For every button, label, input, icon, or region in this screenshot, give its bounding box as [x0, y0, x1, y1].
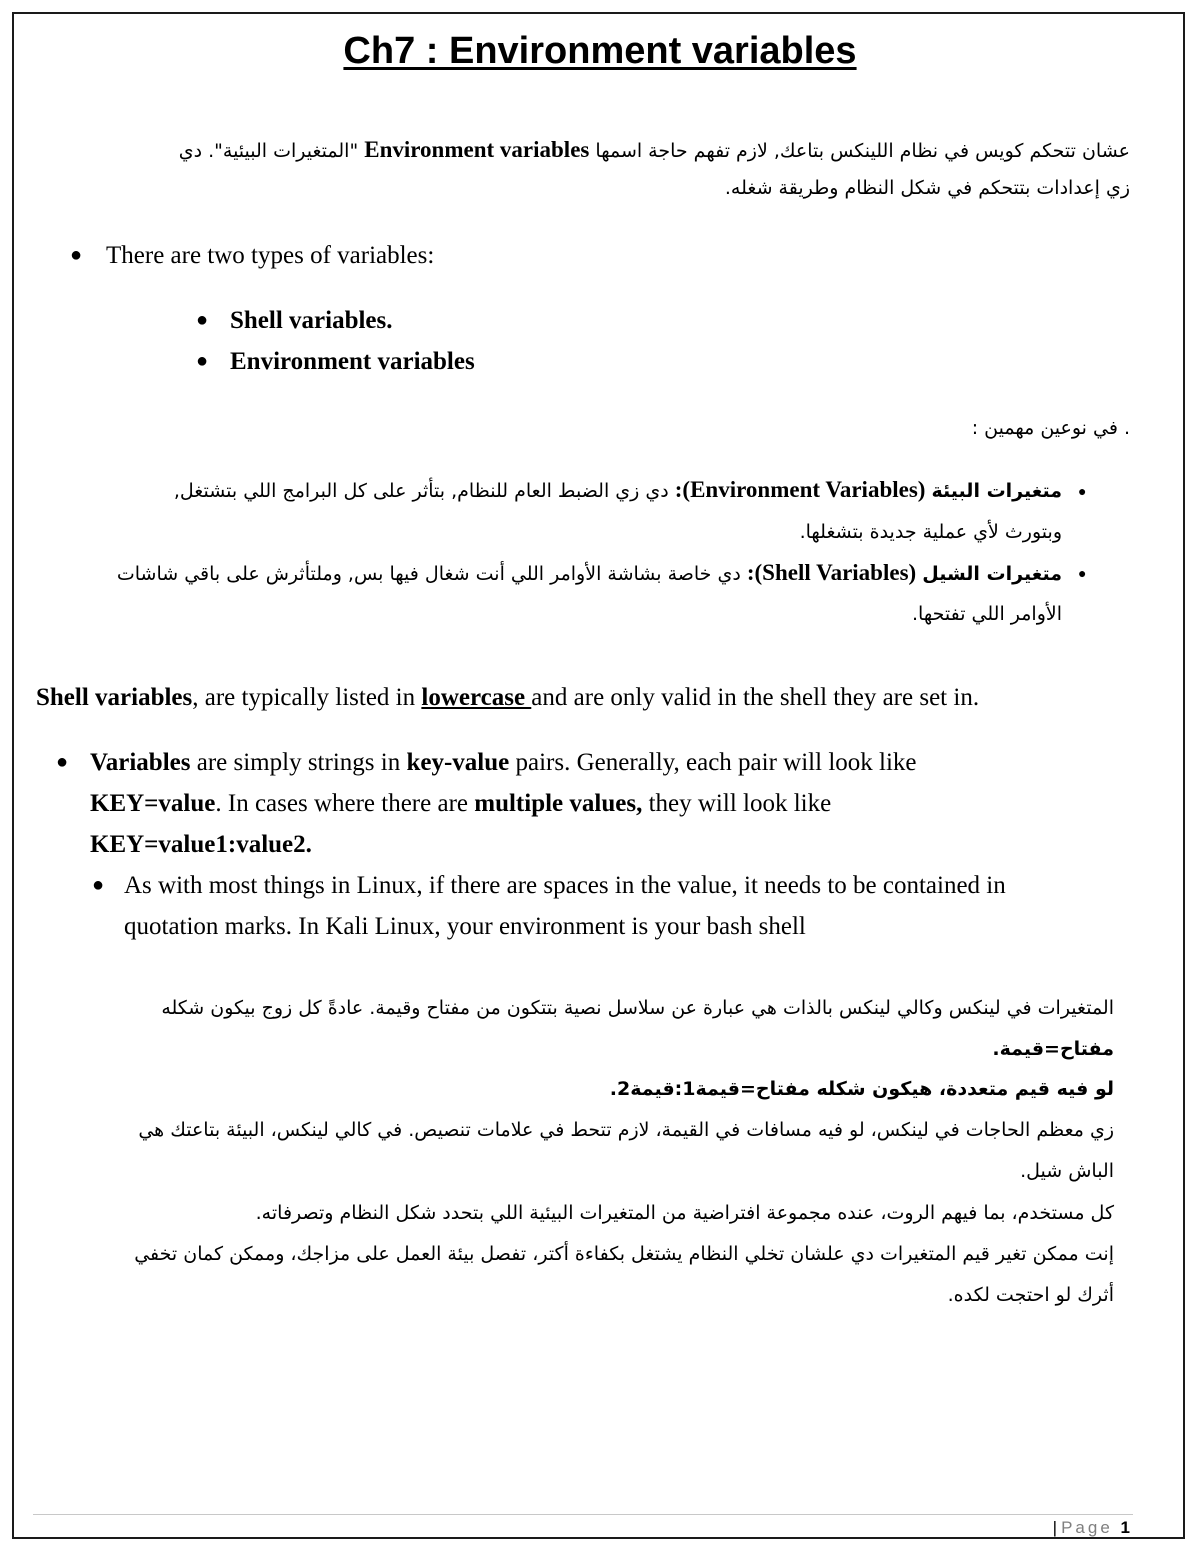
footer-separator: | — [1052, 1518, 1058, 1537]
ar-type-env-desc: دي زي الضبط العام للنظام, بتأثر على كل البرامج اللي بتشتغل, — [173, 480, 669, 502]
ar-type-env-desc-2: وبتورث لأي عملية جديدة بتشغلها. — [799, 521, 1062, 543]
bullet-dot: ● — [92, 874, 105, 896]
kv-text-3: . In cases where there are — [215, 790, 475, 817]
kv-line-1 — [90, 742, 1090, 783]
ar-type-env-label: متغيرات البيئة — [931, 480, 1062, 502]
intro-line-2: زي إعدادات بتتحكم في شكل النظام وطريقة شغله. — [724, 177, 1130, 199]
shell-variables-note — [36, 677, 979, 718]
kv-key-value: key-value — [406, 749, 510, 776]
shell-note-mid: , are typically listed in — [192, 684, 422, 711]
ar-type-shell — [32, 555, 1062, 592]
page-footer — [1053, 1518, 1130, 1538]
ar-type-shell-label: متغيرات الشيل — [922, 563, 1062, 585]
ar-type-shell-desc-2: الأوامر اللي تفتحها. — [912, 603, 1062, 625]
ar-summary-line-2: مفتاح=قيمة. — [992, 1038, 1114, 1060]
bullet-dot: ● — [196, 309, 209, 331]
shell-note-end: and are only valid in the shell they are set in. — [531, 684, 980, 711]
footer-page-label: Page — [1061, 1518, 1113, 1537]
bullet-dot: ● — [56, 751, 69, 773]
sub-note-line-2: quotation marks. In Kali Linux, your environment is your bash shell — [124, 913, 806, 940]
ar-summary-line-4: زي معظم الحاجات في لينكس، لو فيه مسافات في القيمة، لازم تتحط في علامات تنصيص. في كالي لينكس، البيئة بتاعتك هي — [138, 1119, 1114, 1141]
bullet-dot: ● — [1078, 485, 1087, 500]
kv-line-2 — [90, 783, 1090, 824]
ar-summary-line-5: الباش شيل. — [1020, 1160, 1114, 1182]
kv-line-3: KEY=value1:value2. — [90, 831, 312, 858]
type-item-environment: Environment variables — [230, 348, 475, 375]
types-heading: There are two types of variables: — [106, 242, 435, 269]
ar-type-env-label-en: (Environment Variables): — [674, 477, 926, 502]
shell-note-term: Shell variables — [36, 684, 193, 711]
footer-page-number: 1 — [1120, 1518, 1130, 1537]
kv-text-1: are simply strings in — [190, 749, 407, 776]
sub-note-line-1: As with most things in Linux, if there are spaces in the value, it needs to be contained in — [124, 872, 1006, 899]
ar-summary-line-1: المتغيرات في لينكس وكالي لينكس بالذات هي عبارة عن سلاسل نصية بتتكون من مفتاح وقيمة. عادةً كل زوج بيكون شكله — [161, 997, 1114, 1019]
ar-intro-types: . في نوعين مهمين : — [971, 417, 1130, 439]
ar-type-environment — [32, 472, 1062, 509]
intro-line-1 — [50, 132, 1130, 169]
bullet-dot: ● — [1078, 567, 1087, 582]
kv-variables: Variables — [90, 749, 191, 776]
ar-summary-line-3: لو فيه قيم متعددة، هيكون شكله مفتاح=قيمة1:قيمة2. — [609, 1078, 1114, 1100]
ar-type-shell-desc: دي خاصة بشاشة الأوامر اللي أنت شغال فيها بس, وملتأثرش على باقي شاشات — [116, 563, 741, 585]
ar-summary-line-8: أثرك لو احتجت لكده. — [947, 1284, 1114, 1306]
bullet-dot: ● — [196, 350, 209, 372]
kv-text-4: they will look like — [642, 790, 832, 817]
intro-text-after: "المتغيرات البيئية". دي — [178, 140, 359, 162]
type-item-shell: Shell variables. — [230, 307, 393, 334]
footer-divider — [33, 1514, 1133, 1515]
ar-type-shell-label-en: (Shell Variables): — [746, 560, 917, 585]
shell-note-lowercase: lowercase — [421, 684, 532, 711]
kv-key-eq-value: KEY=value — [90, 790, 216, 817]
ar-summary-line-6: كل مستخدم، بما فيهم الروت، عنده مجموعة افتراضية من المتغيرات البيئية اللي بتحدد شكل النظام وتصرفاته. — [255, 1202, 1114, 1224]
ar-summary-line-7: إنت ممكن تغير قيم المتغيرات دي علشان تخلي النظام يشتغل بكفاءة أكتر، تفصل بيئة العمل على مزاجك، وممكن كمان تخفي — [134, 1243, 1114, 1265]
kv-multiple-values: multiple values, — [474, 790, 643, 817]
intro-text-before: عشان تتحكم كويس في نظام اللينكس بتاعك, لازم تفهم حاجة اسمها — [595, 140, 1130, 162]
page-title: Ch7 : Environment variables — [343, 30, 857, 72]
intro-term: Environment variables — [364, 137, 590, 162]
kv-text-2: pairs. Generally, each pair will look like — [509, 749, 917, 776]
bullet-dot: ● — [70, 244, 83, 266]
